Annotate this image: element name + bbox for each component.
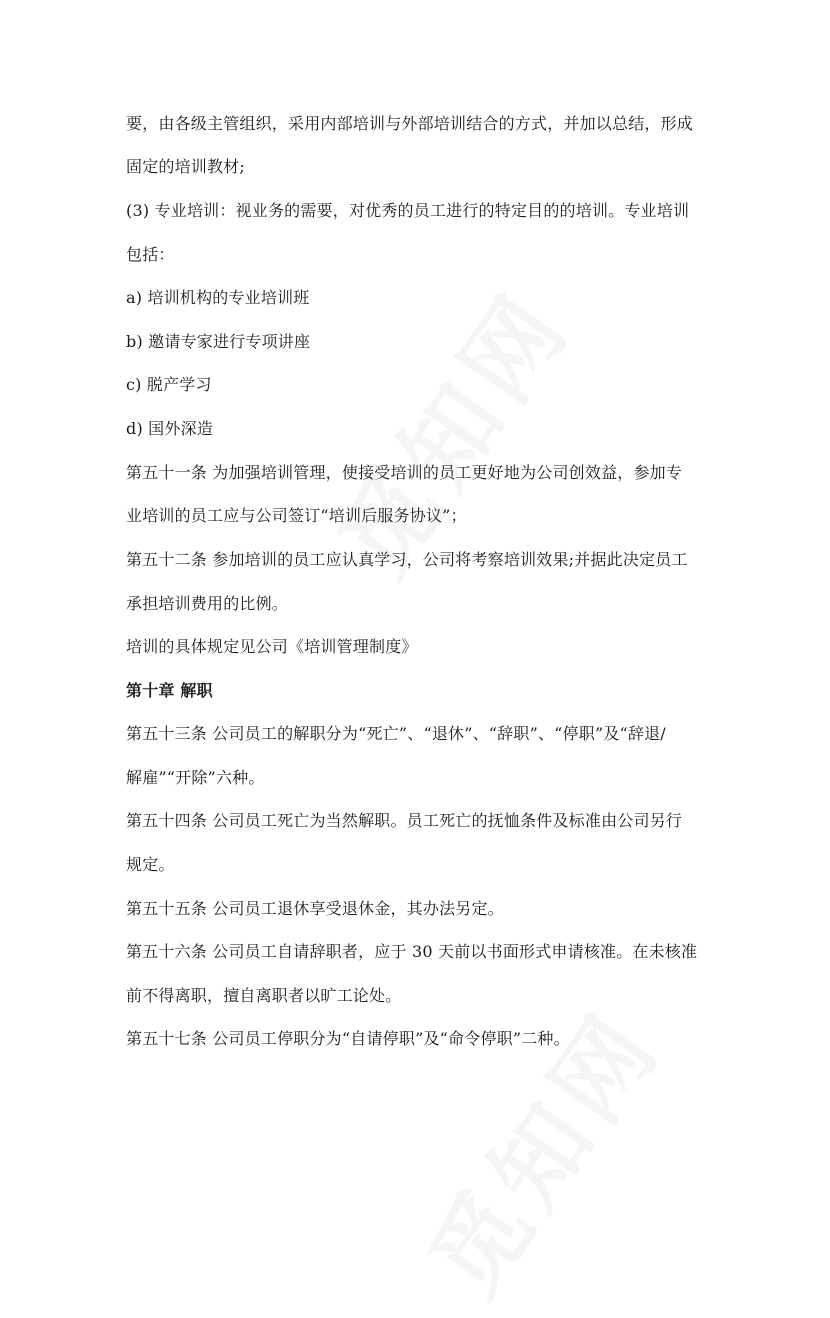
article-54: 第五十四条 公司员工死亡为当然解职。员工死亡的抚恤条件及标准由公司另行: [126, 811, 683, 830]
body-text-line: 承担培训费用的比例。: [126, 594, 289, 613]
body-text-line: 培训的具体规定见公司《培训管理制度》: [126, 637, 418, 656]
body-text-line: 固定的培训教材;: [126, 157, 245, 176]
list-item: c) 脱产学习: [126, 375, 212, 394]
article-57: 第五十七条 公司员工停职分为“自请停职”及“命令停职”二种。: [126, 1029, 570, 1048]
body-text-line: 要，由各级主管组织，采用内部培训与外部培训结合的方式，并加以总结，形成: [126, 114, 694, 133]
body-text-line: 规定。: [126, 855, 175, 874]
body-text-line: 业培训的员工应与公司签订“培训后服务协议”；: [126, 506, 467, 525]
article-52: 第五十二条 参加培训的员工应认真学习，公司将考察培训效果;并据此决定员工: [126, 550, 688, 569]
list-item: b) 邀请专家进行专项讲座: [126, 332, 311, 351]
article-55: 第五十五条 公司员工退休享受退休金，其办法另定。: [126, 899, 504, 918]
body-text-line: (3) 专业培训：视业务的需要，对优秀的员工进行的特定目的的培训。专业培训: [126, 201, 690, 220]
body-text-line: 解雇”“开除”六种。: [126, 768, 265, 787]
article-53: 第五十三条 公司员工的解职分为“死亡”、“退休”、“辞职”、“停职”及“辞退/: [126, 724, 666, 743]
body-text-line: 包括：: [126, 245, 175, 264]
list-item: a) 培训机构的专业培训班: [126, 288, 310, 307]
article-56: 第五十六条 公司员工自请辞职者，应于 30 天前以书面形式申请核准。在未核准: [126, 942, 698, 961]
article-51: 第五十一条 为加强培训管理，使接受培训的员工更好地为公司创效益，参加专: [126, 463, 683, 482]
body-text-line: 前不得离职，擅自离职者以旷工论处。: [126, 986, 402, 1005]
chapter-heading: 第十章 解职: [126, 681, 213, 700]
list-item: d) 国外深造: [126, 419, 213, 438]
